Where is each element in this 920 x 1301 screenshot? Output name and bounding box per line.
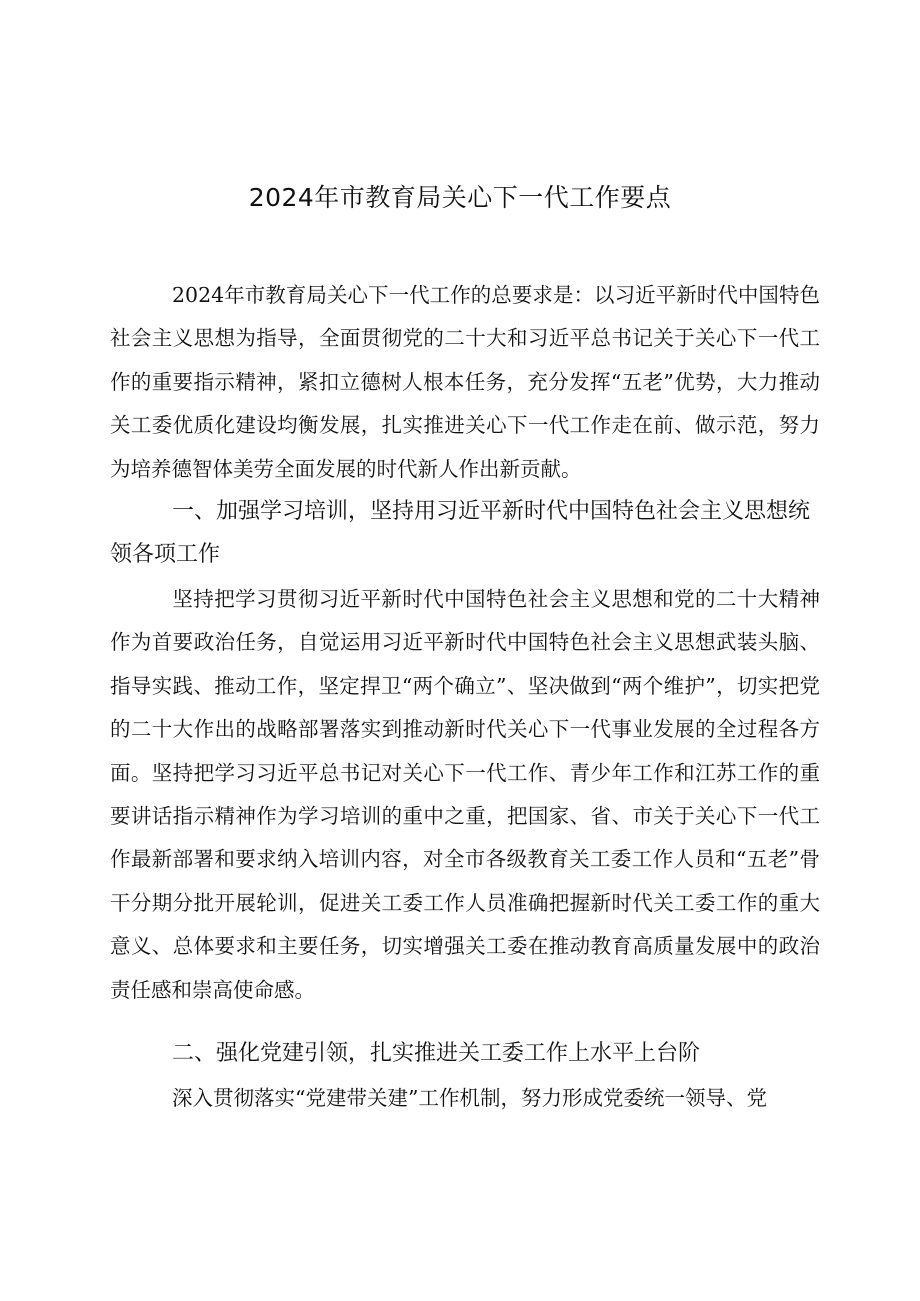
document-title: 2024年市教育局关心下一代工作要点 <box>248 183 672 212</box>
section-1-paragraph <box>110 578 820 1012</box>
section-2-paragraph <box>110 1077 820 1120</box>
intro-paragraph <box>110 274 820 491</box>
section-heading-1-text: 一、加强学习培训，坚持用习近平新时代中国特色社会主义思想统领各项工作 <box>110 499 811 567</box>
section-2-text: 深入贯彻落实“党建带关建”工作机制，努力形成党委统一领导、党 <box>172 1086 767 1110</box>
section-heading-1 <box>110 490 820 576</box>
intro-text: 2024年市教育局关心下一代工作的总要求是：以习近平新时代中国特色社会主义思想为指导，全面贯彻党的二十大和习近平总书记关于关心下一代工作的重要指示精神，紧扣立德树人根本任务，充分发挥“五老”优势，大力推动关工委优质化建设均衡发展，扎实推进关心下一代工作走在前、做示范，努力为培养德智体美劳全面发展的时代新人作出新贡献。 <box>110 283 820 481</box>
section-heading-2 <box>110 1032 820 1075</box>
section-1-text: 坚持把学习贯彻习近平新时代中国特色社会主义思想和党的二十大精神作为首要政治任务，自觉运用习近平新时代中国特色社会主义思想武装头脑、指导实践、推动工作，坚定捍卫“两个确立”、坚决做到“两个维护”，切实把党的二十大作出的战略部署落实到推动新时代关心下一代事业发展的全过程各方面。坚持把学习习近平总书记对关心下一代工作、青少年工作和江苏工作的重要讲话指示精神作为学习培训的重中之重，把国家、省、市关于关心下一代工作最新部署和要求纳入培训内容，对全市各级教育关工委工作人员和“五老”骨干分期分批开展轮训，促进关工委工作人员准确把握新时代关工委工作的重大意义、总体要求和主要任务，切实增强关工委在推动教育高质量发展中的政治责任感和崇高使命感。 <box>110 587 820 1002</box>
section-heading-2-text: 二、强化党建引领，扎实推进关工委工作上水平上台阶 <box>172 1041 701 1066</box>
